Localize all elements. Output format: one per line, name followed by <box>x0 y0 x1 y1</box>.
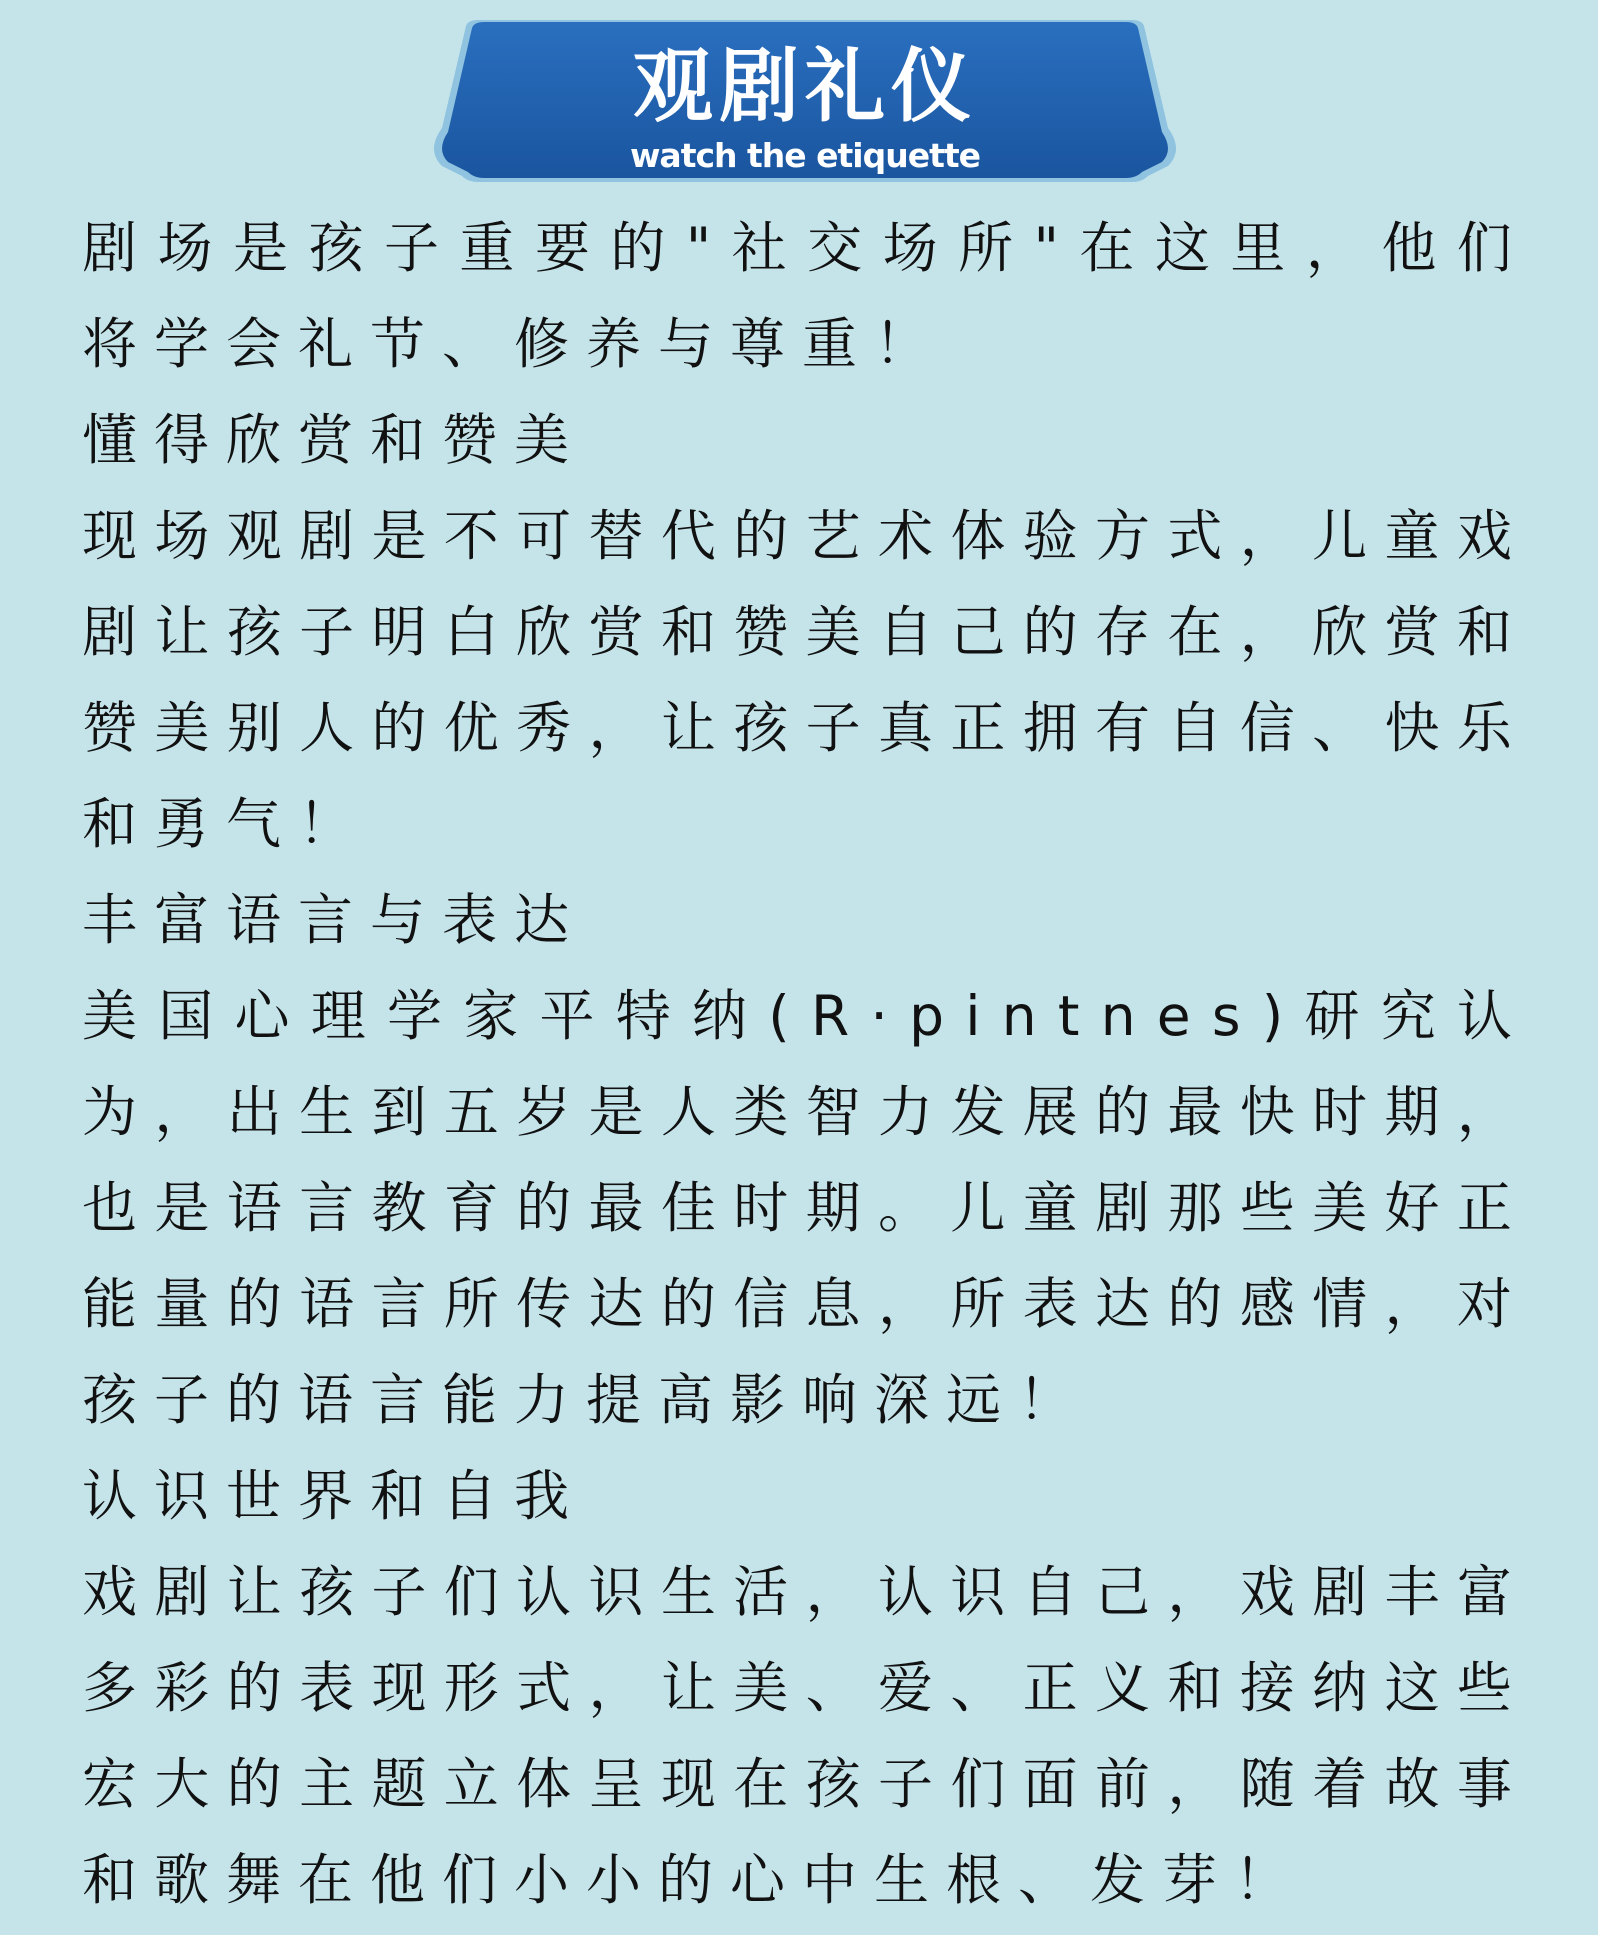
paragraph-line: 剧 场 是 孩 子 重 要 的 " 社 交 场 所 " 在 这 里 ， 他 们 <box>82 216 1512 280</box>
section-heading: 懂得欣赏和赞美 <box>82 408 587 472</box>
paragraph-line: 剧 让 孩 子 明 白 欣 赏 和 赞 美 自 己 的 存 在 ， 欣 赏 和 <box>82 600 1512 664</box>
paragraph-line: 和歌舞在他们小小的心中生根、发芽！ <box>82 1848 1307 1912</box>
section-heading: 丰富语言与表达 <box>82 888 587 952</box>
paragraph-line: 戏 剧 让 孩 子 们 认 识 生 活 ， 认 识 自 己 ， 戏 剧 丰 富 <box>82 1560 1512 1624</box>
title-banner <box>426 20 1184 182</box>
banner-title: 观剧礼仪 <box>633 40 977 133</box>
paragraph-line: 和勇气！ <box>82 792 371 856</box>
paragraph-line: 现 场 观 剧 是 不 可 替 代 的 艺 术 体 验 方 式 ， 儿 童 戏 <box>82 504 1512 568</box>
paragraph-line: 能 量 的 语 言 所 传 达 的 信 息 ， 所 表 达 的 感 情 ， 对 <box>82 1272 1512 1336</box>
paragraph-line: 也 是 语 言 教 育 的 最 佳 时 期 。 儿 童 剧 那 些 美 好 正 <box>82 1176 1512 1240</box>
paragraph-line: 孩子的语言能力提高影响深远！ <box>82 1368 1091 1432</box>
paragraph-line: 美 国 心 理 学 家 平 特 纳 ( R · p i n t n e s ) 研 究 认 <box>82 984 1512 1048</box>
paragraph-line: 宏 大 的 主 题 立 体 呈 现 在 孩 子 们 面 前 ， 随 着 故 事 <box>82 1752 1512 1816</box>
article-body <box>82 200 1512 1928</box>
paragraph-line: 多 彩 的 表 现 形 式 ， 让 美 、 爱 、 正 义 和 接 纳 这 些 <box>82 1656 1512 1720</box>
section-heading: 认识世界和自我 <box>82 1464 587 1528</box>
paragraph-line: 赞 美 别 人 的 优 秀 ， 让 孩 子 真 正 拥 有 自 信 、 快 乐 <box>82 696 1512 760</box>
paragraph-line: 将学会礼节、修养与尊重！ <box>82 312 947 376</box>
paragraph-line: 为 ， 出 生 到 五 岁 是 人 类 智 力 发 展 的 最 快 时 期 ， <box>82 1080 1512 1144</box>
banner-subtitle: watch the etiquette <box>629 136 981 175</box>
